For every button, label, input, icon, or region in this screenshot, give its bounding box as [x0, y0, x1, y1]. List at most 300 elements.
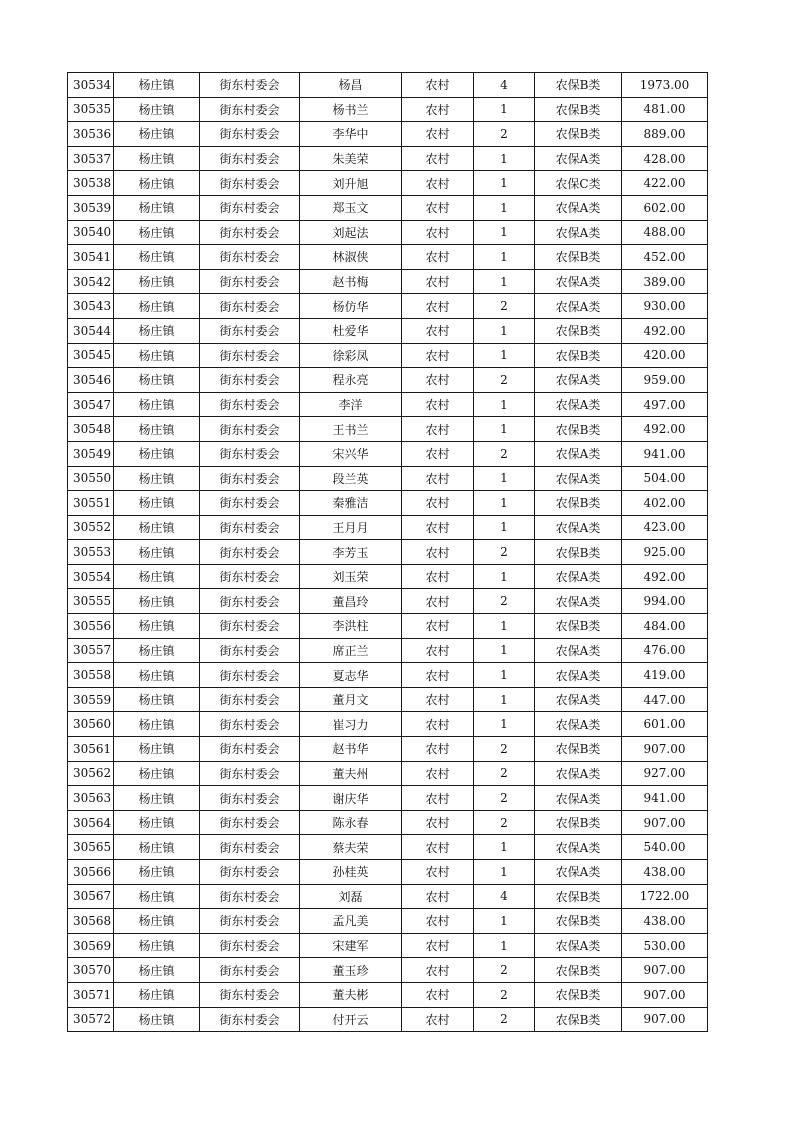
cell-member-count: 1: [474, 909, 535, 934]
cell-village-committee: 街东村委会: [200, 663, 300, 688]
cell-village-committee: 街东村委会: [200, 146, 300, 171]
cell-amount: 959.00: [622, 368, 708, 393]
cell-member-count: 1: [474, 491, 535, 516]
cell-household-type: 农村: [402, 122, 474, 147]
cell-household-type: 农村: [402, 884, 474, 909]
cell-insurance-category: 农保B类: [535, 318, 622, 343]
cell-amount: 530.00: [622, 933, 708, 958]
cell-village-committee: 街东村委会: [200, 491, 300, 516]
cell-amount: 484.00: [622, 614, 708, 639]
table-row: [68, 171, 708, 196]
cell-village-committee: 街东村委会: [200, 195, 300, 220]
cell-amount: 492.00: [622, 564, 708, 589]
table-row: [68, 687, 708, 712]
cell-town: 杨庄镇: [114, 761, 200, 786]
cell-insurance-category: 农保B类: [535, 97, 622, 122]
cell-village-committee: 街东村委会: [200, 368, 300, 393]
cell-town: 杨庄镇: [114, 343, 200, 368]
cell-person-name: 孙桂英: [300, 860, 402, 885]
cell-town: 杨庄镇: [114, 712, 200, 737]
cell-row-id: 30539: [68, 195, 114, 220]
cell-amount: 907.00: [622, 958, 708, 983]
cell-insurance-category: 农保A类: [535, 663, 622, 688]
cell-amount: 422.00: [622, 171, 708, 196]
cell-town: 杨庄镇: [114, 220, 200, 245]
cell-town: 杨庄镇: [114, 491, 200, 516]
cell-village-committee: 街东村委会: [200, 417, 300, 442]
cell-row-id: 30552: [68, 515, 114, 540]
cell-household-type: 农村: [402, 417, 474, 442]
cell-member-count: 1: [474, 245, 535, 270]
table-row: [68, 515, 708, 540]
table-row: [68, 269, 708, 294]
cell-household-type: 农村: [402, 589, 474, 614]
cell-member-count: 2: [474, 589, 535, 614]
table-row: [68, 245, 708, 270]
cell-member-count: 2: [474, 761, 535, 786]
cell-person-name: 董夫州: [300, 761, 402, 786]
table-row: [68, 663, 708, 688]
table-row: [68, 786, 708, 811]
cell-village-committee: 街东村委会: [200, 909, 300, 934]
cell-person-name: 杨书兰: [300, 97, 402, 122]
cell-person-name: 崔习力: [300, 712, 402, 737]
cell-amount: 927.00: [622, 761, 708, 786]
cell-person-name: 林淑侠: [300, 245, 402, 270]
cell-member-count: 1: [474, 343, 535, 368]
cell-village-committee: 街东村委会: [200, 540, 300, 565]
table-row: [68, 1007, 708, 1032]
cell-row-id: 30563: [68, 786, 114, 811]
cell-member-count: 2: [474, 368, 535, 393]
table-row: [68, 564, 708, 589]
cell-insurance-category: 农保A类: [535, 564, 622, 589]
cell-member-count: 1: [474, 638, 535, 663]
cell-town: 杨庄镇: [114, 860, 200, 885]
cell-insurance-category: 农保B类: [535, 491, 622, 516]
cell-village-committee: 街东村委会: [200, 982, 300, 1007]
cell-village-committee: 街东村委会: [200, 810, 300, 835]
cell-person-name: 李芳玉: [300, 540, 402, 565]
cell-person-name: 赵书华: [300, 737, 402, 762]
cell-row-id: 30547: [68, 392, 114, 417]
cell-insurance-category: 农保A类: [535, 835, 622, 860]
cell-village-committee: 街东村委会: [200, 318, 300, 343]
cell-amount: 601.00: [622, 712, 708, 737]
cell-row-id: 30534: [68, 73, 114, 98]
cell-person-name: 杜爱华: [300, 318, 402, 343]
cell-amount: 540.00: [622, 835, 708, 860]
cell-row-id: 30566: [68, 860, 114, 885]
cell-member-count: 1: [474, 933, 535, 958]
cell-household-type: 农村: [402, 195, 474, 220]
table-row: [68, 466, 708, 491]
cell-amount: 438.00: [622, 909, 708, 934]
cell-row-id: 30535: [68, 97, 114, 122]
cell-village-committee: 街东村委会: [200, 786, 300, 811]
cell-town: 杨庄镇: [114, 614, 200, 639]
cell-row-id: 30568: [68, 909, 114, 934]
cell-insurance-category: 农保B类: [535, 737, 622, 762]
cell-household-type: 农村: [402, 737, 474, 762]
cell-row-id: 30569: [68, 933, 114, 958]
cell-household-type: 农村: [402, 392, 474, 417]
table-row: [68, 195, 708, 220]
cell-village-committee: 街东村委会: [200, 835, 300, 860]
cell-household-type: 农村: [402, 269, 474, 294]
cell-member-count: 1: [474, 269, 535, 294]
cell-member-count: 2: [474, 786, 535, 811]
cell-household-type: 农村: [402, 343, 474, 368]
cell-row-id: 30555: [68, 589, 114, 614]
table-row: [68, 146, 708, 171]
cell-row-id: 30543: [68, 294, 114, 319]
cell-household-type: 农村: [402, 835, 474, 860]
cell-insurance-category: 农保A类: [535, 712, 622, 737]
cell-row-id: 30549: [68, 441, 114, 466]
data-table: [67, 72, 708, 1032]
cell-village-committee: 街东村委会: [200, 441, 300, 466]
cell-amount: 419.00: [622, 663, 708, 688]
cell-person-name: 王月月: [300, 515, 402, 540]
table-row: [68, 835, 708, 860]
cell-town: 杨庄镇: [114, 589, 200, 614]
cell-amount: 1973.00: [622, 73, 708, 98]
cell-town: 杨庄镇: [114, 368, 200, 393]
cell-village-committee: 街东村委会: [200, 343, 300, 368]
cell-village-committee: 街东村委会: [200, 958, 300, 983]
cell-town: 杨庄镇: [114, 392, 200, 417]
cell-member-count: 1: [474, 171, 535, 196]
cell-amount: 925.00: [622, 540, 708, 565]
cell-member-count: 2: [474, 122, 535, 147]
cell-town: 杨庄镇: [114, 171, 200, 196]
cell-village-committee: 街东村委会: [200, 466, 300, 491]
table-row: [68, 860, 708, 885]
cell-household-type: 农村: [402, 663, 474, 688]
cell-member-count: 2: [474, 441, 535, 466]
cell-row-id: 30537: [68, 146, 114, 171]
table-row: [68, 638, 708, 663]
cell-member-count: 2: [474, 982, 535, 1007]
cell-person-name: 杨仿华: [300, 294, 402, 319]
cell-town: 杨庄镇: [114, 466, 200, 491]
cell-person-name: 李洋: [300, 392, 402, 417]
cell-amount: 994.00: [622, 589, 708, 614]
table-row: [68, 368, 708, 393]
cell-amount: 941.00: [622, 786, 708, 811]
cell-row-id: 30565: [68, 835, 114, 860]
cell-town: 杨庄镇: [114, 515, 200, 540]
cell-town: 杨庄镇: [114, 810, 200, 835]
cell-insurance-category: 农保A类: [535, 146, 622, 171]
cell-town: 杨庄镇: [114, 909, 200, 934]
cell-row-id: 30559: [68, 687, 114, 712]
cell-insurance-category: 农保C类: [535, 171, 622, 196]
cell-member-count: 1: [474, 220, 535, 245]
cell-village-committee: 街东村委会: [200, 269, 300, 294]
cell-town: 杨庄镇: [114, 441, 200, 466]
cell-person-name: 夏志华: [300, 663, 402, 688]
cell-insurance-category: 农保B类: [535, 982, 622, 1007]
cell-member-count: 4: [474, 884, 535, 909]
cell-village-committee: 街东村委会: [200, 122, 300, 147]
cell-town: 杨庄镇: [114, 146, 200, 171]
cell-amount: 907.00: [622, 982, 708, 1007]
cell-row-id: 30567: [68, 884, 114, 909]
cell-village-committee: 街东村委会: [200, 687, 300, 712]
cell-member-count: 1: [474, 614, 535, 639]
cell-insurance-category: 农保A类: [535, 269, 622, 294]
table-row: [68, 540, 708, 565]
table-row: [68, 491, 708, 516]
cell-member-count: 2: [474, 540, 535, 565]
table-row: [68, 417, 708, 442]
table-row: [68, 737, 708, 762]
cell-member-count: 1: [474, 318, 535, 343]
cell-row-id: 30541: [68, 245, 114, 270]
cell-person-name: 蔡夫荣: [300, 835, 402, 860]
cell-household-type: 农村: [402, 1007, 474, 1032]
cell-amount: 438.00: [622, 860, 708, 885]
cell-amount: 488.00: [622, 220, 708, 245]
cell-household-type: 农村: [402, 687, 474, 712]
cell-insurance-category: 农保A类: [535, 761, 622, 786]
cell-person-name: 程永亮: [300, 368, 402, 393]
table-row: [68, 909, 708, 934]
cell-person-name: 刘升旭: [300, 171, 402, 196]
cell-person-name: 刘磊: [300, 884, 402, 909]
cell-village-committee: 街东村委会: [200, 614, 300, 639]
cell-amount: 504.00: [622, 466, 708, 491]
cell-insurance-category: 农保B类: [535, 417, 622, 442]
cell-town: 杨庄镇: [114, 884, 200, 909]
cell-member-count: 1: [474, 195, 535, 220]
cell-insurance-category: 农保B类: [535, 810, 622, 835]
cell-village-committee: 街东村委会: [200, 73, 300, 98]
cell-member-count: 1: [474, 712, 535, 737]
cell-village-committee: 街东村委会: [200, 761, 300, 786]
cell-insurance-category: 农保B类: [535, 614, 622, 639]
table-row: [68, 73, 708, 98]
cell-amount: 476.00: [622, 638, 708, 663]
cell-insurance-category: 农保B类: [535, 958, 622, 983]
table-body: [68, 73, 708, 1032]
cell-amount: 930.00: [622, 294, 708, 319]
cell-village-committee: 街东村委会: [200, 712, 300, 737]
cell-person-name: 王书兰: [300, 417, 402, 442]
cell-household-type: 农村: [402, 368, 474, 393]
cell-member-count: 1: [474, 146, 535, 171]
cell-row-id: 30572: [68, 1007, 114, 1032]
cell-town: 杨庄镇: [114, 933, 200, 958]
cell-village-committee: 街东村委会: [200, 220, 300, 245]
cell-insurance-category: 农保B类: [535, 1007, 622, 1032]
cell-town: 杨庄镇: [114, 245, 200, 270]
cell-person-name: 李洪柱: [300, 614, 402, 639]
table-row: [68, 392, 708, 417]
cell-person-name: 刘起法: [300, 220, 402, 245]
cell-town: 杨庄镇: [114, 122, 200, 147]
cell-person-name: 杨昌: [300, 73, 402, 98]
cell-insurance-category: 农保A类: [535, 687, 622, 712]
cell-amount: 389.00: [622, 269, 708, 294]
cell-row-id: 30553: [68, 540, 114, 565]
cell-amount: 481.00: [622, 97, 708, 122]
cell-member-count: 1: [474, 687, 535, 712]
cell-member-count: 1: [474, 515, 535, 540]
cell-household-type: 农村: [402, 933, 474, 958]
cell-household-type: 农村: [402, 491, 474, 516]
table-row: [68, 712, 708, 737]
table-row: [68, 441, 708, 466]
cell-amount: 428.00: [622, 146, 708, 171]
cell-town: 杨庄镇: [114, 687, 200, 712]
cell-insurance-category: 农保A类: [535, 294, 622, 319]
table-row: [68, 614, 708, 639]
cell-row-id: 30550: [68, 466, 114, 491]
cell-amount: 420.00: [622, 343, 708, 368]
cell-amount: 447.00: [622, 687, 708, 712]
cell-insurance-category: 农保A类: [535, 392, 622, 417]
cell-town: 杨庄镇: [114, 318, 200, 343]
cell-amount: 492.00: [622, 318, 708, 343]
cell-row-id: 30570: [68, 958, 114, 983]
cell-town: 杨庄镇: [114, 638, 200, 663]
cell-household-type: 农村: [402, 810, 474, 835]
cell-member-count: 4: [474, 73, 535, 98]
cell-household-type: 农村: [402, 540, 474, 565]
cell-household-type: 农村: [402, 73, 474, 98]
cell-town: 杨庄镇: [114, 958, 200, 983]
cell-insurance-category: 农保A类: [535, 195, 622, 220]
cell-row-id: 30551: [68, 491, 114, 516]
cell-row-id: 30558: [68, 663, 114, 688]
cell-town: 杨庄镇: [114, 417, 200, 442]
cell-town: 杨庄镇: [114, 564, 200, 589]
cell-row-id: 30556: [68, 614, 114, 639]
cell-person-name: 郑玉文: [300, 195, 402, 220]
cell-member-count: 1: [474, 835, 535, 860]
cell-person-name: 朱美荣: [300, 146, 402, 171]
cell-row-id: 30538: [68, 171, 114, 196]
cell-row-id: 30571: [68, 982, 114, 1007]
cell-village-committee: 街东村委会: [200, 171, 300, 196]
cell-row-id: 30545: [68, 343, 114, 368]
cell-household-type: 农村: [402, 564, 474, 589]
table-row: [68, 122, 708, 147]
cell-household-type: 农村: [402, 958, 474, 983]
cell-member-count: 1: [474, 97, 535, 122]
cell-amount: 452.00: [622, 245, 708, 270]
cell-town: 杨庄镇: [114, 73, 200, 98]
cell-village-committee: 街东村委会: [200, 589, 300, 614]
cell-person-name: 付开云: [300, 1007, 402, 1032]
cell-insurance-category: 农保A类: [535, 860, 622, 885]
cell-town: 杨庄镇: [114, 663, 200, 688]
cell-household-type: 农村: [402, 909, 474, 934]
cell-village-committee: 街东村委会: [200, 884, 300, 909]
table-row: [68, 884, 708, 909]
table-row: [68, 220, 708, 245]
cell-village-committee: 街东村委会: [200, 564, 300, 589]
cell-person-name: 李华中: [300, 122, 402, 147]
cell-amount: 497.00: [622, 392, 708, 417]
cell-person-name: 刘玉荣: [300, 564, 402, 589]
cell-member-count: 2: [474, 958, 535, 983]
table-row: [68, 810, 708, 835]
cell-insurance-category: 农保B类: [535, 122, 622, 147]
cell-row-id: 30536: [68, 122, 114, 147]
cell-member-count: 1: [474, 466, 535, 491]
cell-insurance-category: 农保A类: [535, 368, 622, 393]
cell-amount: 1722.00: [622, 884, 708, 909]
cell-household-type: 农村: [402, 171, 474, 196]
cell-amount: 602.00: [622, 195, 708, 220]
cell-insurance-category: 农保A类: [535, 220, 622, 245]
cell-person-name: 段兰英: [300, 466, 402, 491]
cell-row-id: 30561: [68, 737, 114, 762]
cell-household-type: 农村: [402, 712, 474, 737]
cell-insurance-category: 农保A类: [535, 638, 622, 663]
table-row: [68, 97, 708, 122]
cell-amount: 423.00: [622, 515, 708, 540]
cell-person-name: 董月文: [300, 687, 402, 712]
table-row: [68, 318, 708, 343]
cell-person-name: 宋兴华: [300, 441, 402, 466]
cell-row-id: 30548: [68, 417, 114, 442]
cell-person-name: 董夫彬: [300, 982, 402, 1007]
table-row: [68, 589, 708, 614]
cell-town: 杨庄镇: [114, 540, 200, 565]
cell-member-count: 1: [474, 564, 535, 589]
cell-amount: 941.00: [622, 441, 708, 466]
cell-household-type: 农村: [402, 515, 474, 540]
cell-town: 杨庄镇: [114, 1007, 200, 1032]
cell-insurance-category: 农保B类: [535, 245, 622, 270]
cell-town: 杨庄镇: [114, 786, 200, 811]
cell-household-type: 农村: [402, 982, 474, 1007]
cell-town: 杨庄镇: [114, 737, 200, 762]
cell-member-count: 1: [474, 392, 535, 417]
cell-town: 杨庄镇: [114, 982, 200, 1007]
cell-row-id: 30540: [68, 220, 114, 245]
cell-village-committee: 街东村委会: [200, 638, 300, 663]
cell-household-type: 农村: [402, 97, 474, 122]
cell-insurance-category: 农保A类: [535, 515, 622, 540]
cell-insurance-category: 农保B类: [535, 540, 622, 565]
cell-village-committee: 街东村委会: [200, 392, 300, 417]
cell-person-name: 陈永春: [300, 810, 402, 835]
cell-amount: 889.00: [622, 122, 708, 147]
cell-insurance-category: 农保B类: [535, 884, 622, 909]
table-row: [68, 761, 708, 786]
table-row: [68, 958, 708, 983]
cell-village-committee: 街东村委会: [200, 1007, 300, 1032]
cell-town: 杨庄镇: [114, 294, 200, 319]
cell-village-committee: 街东村委会: [200, 515, 300, 540]
cell-household-type: 农村: [402, 220, 474, 245]
table-row: [68, 343, 708, 368]
cell-person-name: 宋建军: [300, 933, 402, 958]
cell-person-name: 赵书梅: [300, 269, 402, 294]
cell-village-committee: 街东村委会: [200, 245, 300, 270]
cell-insurance-category: 农保A类: [535, 441, 622, 466]
table-row: [68, 294, 708, 319]
cell-amount: 402.00: [622, 491, 708, 516]
cell-household-type: 农村: [402, 614, 474, 639]
cell-person-name: 董玉珍: [300, 958, 402, 983]
